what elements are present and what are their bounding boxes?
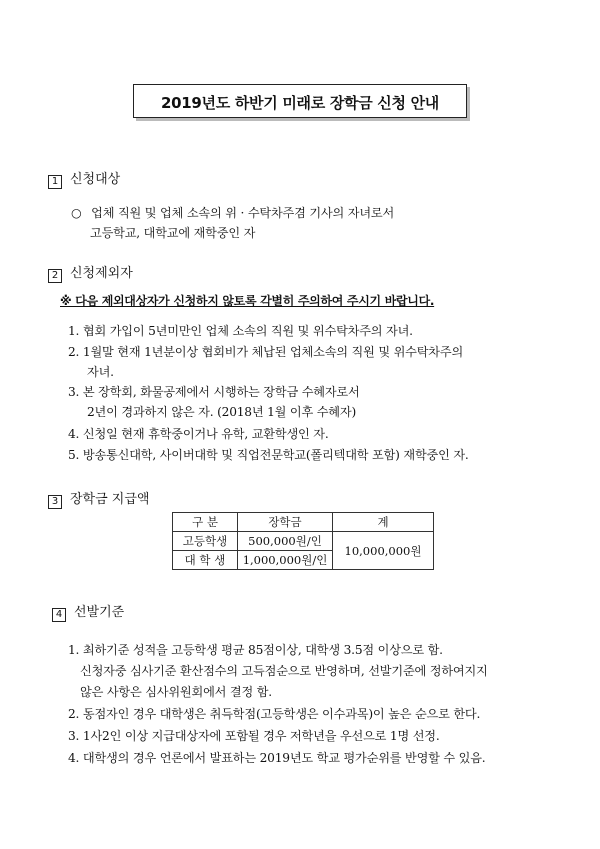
title-box <box>133 84 467 118</box>
exclusion-item-1: 1. 협회 가입이 5년미만인 업체 소속의 직원 및 위수탁차주의 자녀. <box>68 324 413 338</box>
table-cell-category: 고등학생 <box>173 532 238 551</box>
table-header-amount: 장학금 <box>238 513 333 532</box>
section-3-number: 3 <box>48 495 62 509</box>
table-header-total: 계 <box>333 513 434 532</box>
criteria-item-1-cont-a: 신청자중 심사기준 환산점수의 고득점순으로 반영하며, 선발기준에 정하여지지 <box>80 664 488 678</box>
exclusion-item-3: 3. 본 장학회, 화물공제에서 시행하는 장학금 수혜자로서 <box>68 385 360 399</box>
exclusion-item-4: 4. 신청일 현재 휴학중이거나 유학, 교환학생인 자. <box>68 427 329 441</box>
exclusion-item-5: 5. 방송통신대학, 사이버대학 및 직업전문학교(폴리텍대학 포함) 재학중인 자. <box>68 448 469 462</box>
exclusion-notice: ※ 다음 제외대상자가 신청하지 않토록 각별히 주의하여 주시기 바랍니다. <box>60 294 435 308</box>
section-1-heading <box>48 168 120 189</box>
section-1-number: 1 <box>48 175 62 189</box>
table-cell-total: 10,000,000원 <box>333 532 434 570</box>
criteria-item-3: 3. 1사2인 이상 지급대상자에 포함될 경우 저학년을 우선으로 1명 선정. <box>68 729 440 743</box>
table-cell-category: 대 학 생 <box>173 551 238 570</box>
section-3-heading <box>48 488 149 509</box>
exclusion-item-2: 2. 1월말 현재 1년분이상 협회비가 체납된 업체소속의 직원 및 위수탁차주의 <box>68 345 464 359</box>
scholarship-table <box>172 512 434 570</box>
exclusion-item-3-cont: 2년이 경과하지 않은 자. (2018년 1월 이후 수혜자) <box>87 405 356 419</box>
criteria-item-1-cont-b: 않은 사항은 심사위원회에서 결정 함. <box>80 685 272 699</box>
section-2-heading <box>48 262 133 283</box>
section-1-title: 신청대상 <box>70 172 121 187</box>
criteria-item-1: 1. 최하기준 성적을 고등학생 평균 85점이상, 대학생 3.5점 이상으로 함. <box>68 643 443 657</box>
exclusion-item-2-cont: 자녀. <box>87 365 114 379</box>
section-4-number: 4 <box>52 608 66 622</box>
document-title: 2019년도 하반기 미래로 장학금 신청 안내 <box>160 94 439 112</box>
table-cell-amount: 500,000원/인 <box>238 532 333 551</box>
table-row <box>173 532 434 551</box>
section-1-line-2: 고등학교, 대학교에 재학중인 자 <box>90 226 256 240</box>
criteria-item-2: 2. 동점자인 경우 대학생은 취득학점(고등학생은 이수과목)이 높은 순으로 한다. <box>68 707 481 721</box>
section-4-heading <box>52 601 124 622</box>
table-cell-amount: 1,000,000원/인 <box>238 551 333 570</box>
criteria-item-4: 4. 대학생의 경우 언론에서 발표하는 2019년도 학교 평가순위를 반영할 수 있음. <box>68 751 486 765</box>
section-1-text-1: 업체 직원 및 업체 소속의 위 · 수탁차주겸 기사의 자녀로서 <box>91 206 395 220</box>
table-header-category: 구 분 <box>173 513 238 532</box>
section-1-line-1 <box>71 204 394 221</box>
bullet-circle-icon: ○ <box>71 206 82 220</box>
section-2-number: 2 <box>48 269 62 283</box>
section-2-title: 신청제외자 <box>70 266 133 281</box>
section-3-title: 장학금 지급액 <box>70 492 150 507</box>
section-4-title: 선발기준 <box>74 605 125 620</box>
table-header-row <box>173 513 434 532</box>
